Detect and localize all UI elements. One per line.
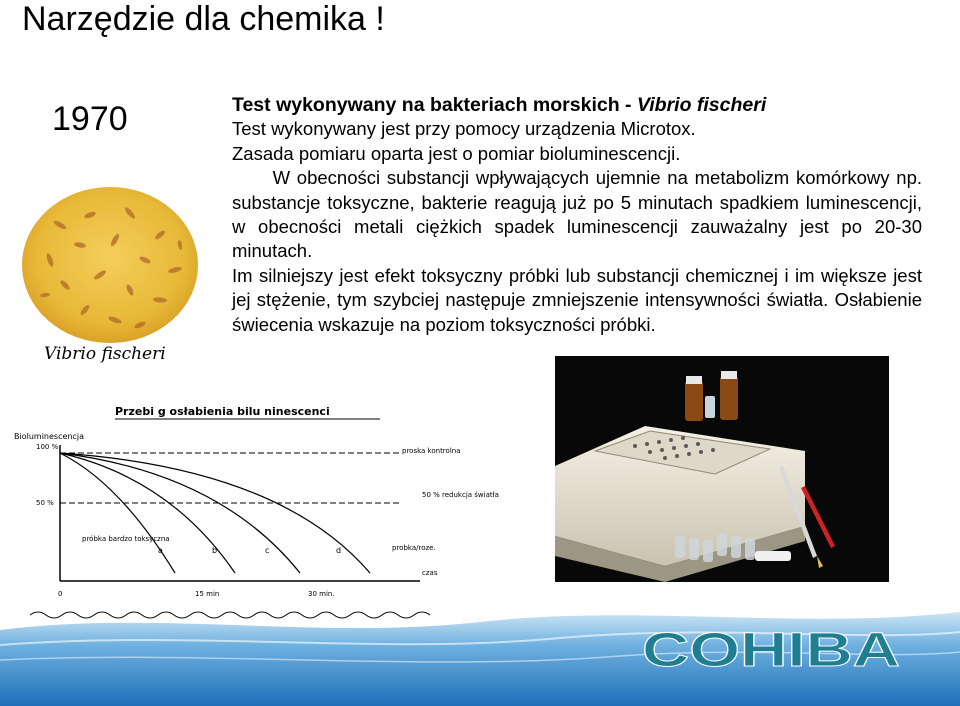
logo-text: COHIBA [642,624,900,677]
curve-label-d: d [336,546,342,555]
paragraph-microtox: Test wykonywany jest przy pomocy urządzenia Microtox. [232,118,696,140]
label-toxic: próbka bardzo toksyczna [82,535,170,543]
paragraph-principle: Zasada pomiaru oparta jest o pomiar bioluminescencji. [232,142,681,164]
heading-species: Vibrio fischeri [636,94,767,116]
diagram-title: Przebi g osłabienia bilu ninescenci [115,405,330,418]
test-heading [232,93,922,117]
label-control: proska kontrolna [402,447,461,455]
cohiba-logo [642,620,912,676]
curve-label-c: c [265,546,270,555]
x-tick-30: 30 min. [308,590,335,598]
diagram-tick-100: 100 % [36,443,59,451]
curve-label-b: b [212,546,218,555]
label-czas: czas [422,569,438,577]
microtox-device-photo [555,356,889,582]
heading-text: Test wykonywany na bakteriach morskich - [232,94,637,116]
label-50-percent: 50 % redukcja światła [422,491,499,499]
paragraph-toxicity: Im silniejszy jest efekt toksyczny próbki lub substancji chemicznej i im większe jest jej stężenie, tym szybciej następuje zmniejszenie intensywności światła. Osłabienie świecenia wskazuje na poziom toksyczności próbki. [232,264,922,335]
x-tick-0: 0 [58,590,63,598]
bacteria-caption: Vibrio fischeri [44,344,166,364]
diagram-y-label: Bioluminescencja [14,432,84,441]
vibrio-bacteria-image [20,185,200,345]
main-text [232,93,928,337]
slide-title: Narzędzie dla chemika ! [22,0,385,38]
label-probka: probka/roze. [392,544,436,552]
curve-label-a: a [158,546,163,555]
x-tick-15: 15 min [195,590,220,598]
paragraph-metabolism: W obecności substancji wpływających ujemnie na metabolizm komórkowy np. substancje toksyczne, bakterie reagują już po 5 minutach spadkiem luminescencji, w obecności metali ciężkich spadek luminescencji zauważalny jest po 20-30 minutach. [232,167,928,262]
year-label: 1970 [52,100,128,138]
diagram-tick-50: 50 % [36,499,54,507]
